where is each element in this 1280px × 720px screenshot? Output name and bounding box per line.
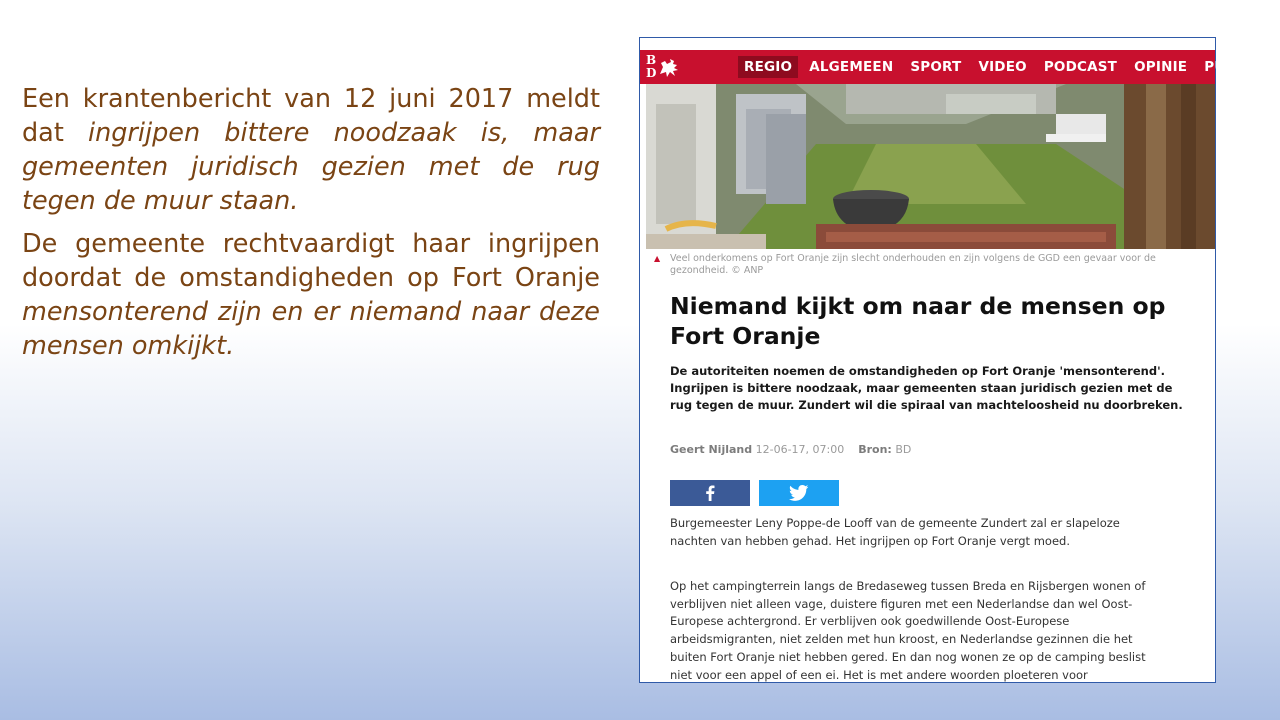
slide-paragraph-2 — [22, 227, 600, 363]
article-meta — [670, 443, 911, 456]
nav-item-regio[interactable]: REGIO — [738, 56, 798, 78]
article-body-paragraph: Op het campingterrein langs de Bredaseweg tussen Breda en Rijsbergen wonen of verblijven niet alleen vage, duistere figuren met een Nederlandse dan wel Oost-Europese achtergrond. Er verblijven ook goedwillende Oost-Europese arbeidsmigranten, niet zelden met hun kroost, en Nederlandse gezinnen die het buiten Fort Oranje niet hebben gered. En dan nog wonen ze op de camping beslist niet voor een appel of een ei. Het is met andere woorden ploeteren voor — [670, 579, 1146, 682]
article-intro: De autoriteiten noemen de omstandigheden op Fort Oranje 'mensonterend'. Ingrijpen is bittere noodzaak, maar gemeenten staan juridisch gezien met de rug tegen de muur. Zundert wil die spiraal van machteloosheid nu doorbreken. — [670, 364, 1183, 412]
photo-caption-text: Veel onderkomens op Fort Oranje zijn slecht onderhouden en zijn volgens de GGD een gevaar voor de gezondheid. © ANP — [670, 253, 1156, 276]
article-body-paragraph: Burgemeester Leny Poppe-de Looff van de gemeente Zundert zal er slapeloze nachten van hebben gehad. Het ingrijpen op Fort Oranje vergt moed. — [670, 516, 1120, 548]
caption-triangle-icon: ▲ — [654, 254, 661, 263]
slide-paragraph-1-lead: Een krantenbericht van 12 juni 2017 meldt dat — [22, 84, 600, 148]
facebook-icon — [705, 485, 715, 501]
nav-item-opinie[interactable]: OPINIE — [1134, 59, 1188, 75]
photo-caption — [654, 253, 1200, 277]
logo-lion-icon — [657, 56, 681, 80]
twitter-share-button[interactable] — [759, 480, 839, 506]
site-logo[interactable] — [646, 53, 682, 81]
nav-item-sport[interactable]: SPORT — [910, 59, 962, 75]
nav-item-algemeen[interactable]: ALGEMEEN — [809, 59, 894, 75]
source-name: BD — [895, 443, 912, 456]
article-screenshot — [639, 37, 1236, 683]
article-photo — [646, 84, 1215, 249]
nav-item-podcast[interactable]: PODCAST — [1043, 59, 1118, 75]
publish-date: 12-06-17, 07:00 — [755, 443, 845, 456]
campsite-photo-illustration — [646, 84, 1215, 249]
slide-paragraph-2-emphasis: mensonterend zijn en er niemand naar deze mensen omkijkt. — [22, 297, 600, 361]
slide-text — [22, 82, 600, 372]
slide-paragraph-1-emphasis: ingrijpen bittere noodzaak is, maar gemeenten juridisch gezien met de rug tegen de muur staan. — [22, 118, 600, 216]
nav-item-video[interactable]: VIDEO — [978, 59, 1027, 75]
site-nav — [738, 50, 1246, 84]
logo-letter-d: D — [646, 66, 657, 80]
article-headline: Niemand kijkt om naar de mensen op Fort Oranje — [670, 292, 1166, 350]
facebook-share-button[interactable] — [670, 480, 750, 506]
twitter-icon — [789, 485, 809, 501]
slide-paragraph-2-lead: De gemeente rechtvaardigt haar ingrijpen doordat de omstandigheden op Fort Oranje — [22, 229, 600, 293]
site-navbar — [640, 50, 1236, 84]
slide-paragraph-1 — [22, 82, 600, 218]
nav-item-puzzels[interactable]: PUZ — [1204, 59, 1236, 75]
logo-letter-b: B — [646, 53, 657, 67]
author-name[interactable]: Geert Nijland — [670, 443, 753, 456]
source-label: Bron: — [858, 443, 892, 456]
